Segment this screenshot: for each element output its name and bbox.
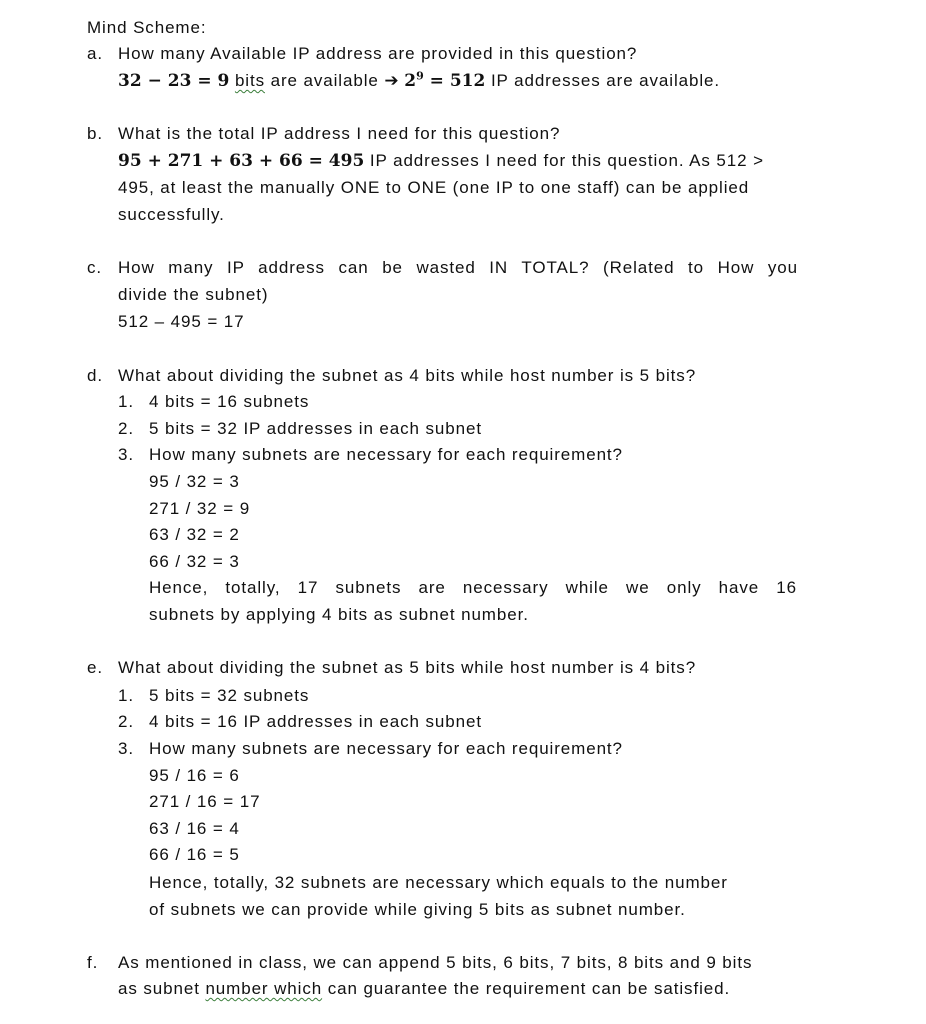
item-b-line1 bbox=[118, 150, 764, 172]
list-item-text: 5 bits = 32 subnets bbox=[149, 686, 310, 705]
item-c-answer: 512 – 495 = 17 bbox=[118, 312, 245, 331]
item-d-conclusion-line2: subnets by applying 4 bits as subnet number. bbox=[149, 605, 529, 624]
list-item-text: 4 bits = 16 IP addresses in each subnet bbox=[149, 712, 482, 731]
list-item-number: 3. bbox=[118, 445, 134, 464]
list-item-text: How many subnets are necessary for each requirement? bbox=[149, 739, 623, 758]
item-f-line2-pre: as subnet bbox=[118, 979, 206, 998]
item-a-conclusion: IP addresses are available. bbox=[490, 71, 720, 90]
are-available-text: are available bbox=[270, 71, 379, 90]
power-formula bbox=[404, 71, 485, 91]
ip-sum-formula: 95 + 271 + 63 + 66 = 495 bbox=[118, 151, 365, 171]
item-b-line1-rest: IP addresses I need for this question. As 512 > bbox=[369, 151, 764, 170]
arrow-right-icon: ➔ bbox=[384, 71, 399, 91]
list-item-number: 1. bbox=[118, 686, 134, 705]
item-f-line2-post: can guarantee the requirement can be satisfied. bbox=[322, 979, 731, 998]
power-base: 2 bbox=[404, 71, 417, 91]
power-exponent: 9 bbox=[416, 69, 424, 83]
document-title: Mind Scheme: bbox=[87, 18, 207, 37]
calc-line: 66 / 32 = 3 bbox=[149, 552, 240, 571]
item-e-conclusion-line1: Hence, totally, 32 subnets are necessary which equals to the number bbox=[149, 873, 728, 892]
item-f-line1: As mentioned in class, we can append 5 bits, 6 bits, 7 bits, 8 bits and 9 bits bbox=[118, 953, 753, 972]
spellcheck-flagged-text: number which bbox=[205, 979, 323, 998]
calc-line: 95 / 32 = 3 bbox=[149, 472, 240, 491]
calc-line: 63 / 16 = 4 bbox=[149, 819, 240, 838]
item-b-line3: successfully. bbox=[118, 205, 225, 224]
bits-formula: 32 − 23 = 9 bbox=[118, 71, 230, 91]
list-item-number: 2. bbox=[118, 712, 134, 731]
list-item-number: 1. bbox=[118, 392, 134, 411]
item-d-conclusion-line1: Hence, totally, 17 subnets are necessary while we only have 16 bbox=[149, 578, 797, 597]
item-e-conclusion-line2: of subnets we can provide while giving 5 bits as subnet number. bbox=[149, 900, 686, 919]
item-a-question: How many Available IP address are provided in this question? bbox=[118, 44, 638, 63]
item-c-question-line1: How many IP address can be wasted IN TOTAL? (Related to How you bbox=[118, 258, 798, 277]
item-b-question: What is the total IP address I need for this question? bbox=[118, 124, 561, 143]
item-d-marker: d. bbox=[87, 366, 103, 385]
calc-line: 271 / 32 = 9 bbox=[149, 499, 251, 518]
item-d-question: What about dividing the subnet as 4 bits while host number is 5 bits? bbox=[118, 366, 697, 385]
list-item-number: 3. bbox=[118, 739, 134, 758]
item-e-question: What about dividing the subnet as 5 bits while host number is 4 bits? bbox=[118, 658, 697, 677]
list-item-text: 4 bits = 16 subnets bbox=[149, 392, 310, 411]
list-item-number: 2. bbox=[118, 419, 134, 438]
calc-line: 63 / 32 = 2 bbox=[149, 525, 240, 544]
list-item-text: 5 bits = 32 IP addresses in each subnet bbox=[149, 419, 482, 438]
item-b-marker: b. bbox=[87, 124, 103, 143]
item-a-answer bbox=[118, 70, 720, 92]
list-item-text: How many subnets are necessary for each requirement? bbox=[149, 445, 623, 464]
item-c-marker: c. bbox=[87, 258, 103, 277]
item-b-line2: 495, at least the manually ONE to ONE (one IP to one staff) can be applied bbox=[118, 178, 750, 197]
item-a-marker: a. bbox=[87, 44, 103, 63]
calc-line: 271 / 16 = 17 bbox=[149, 792, 261, 811]
item-c-question-line2: divide the subnet) bbox=[118, 285, 269, 304]
item-f-marker: f. bbox=[87, 953, 99, 972]
calc-line: 95 / 16 = 6 bbox=[149, 766, 240, 785]
item-e-marker: e. bbox=[87, 658, 103, 677]
bits-word: bits bbox=[234, 71, 265, 90]
power-result: = 512 bbox=[423, 71, 486, 91]
calc-line: 66 / 16 = 5 bbox=[149, 845, 240, 864]
item-f-line2 bbox=[118, 978, 730, 1000]
